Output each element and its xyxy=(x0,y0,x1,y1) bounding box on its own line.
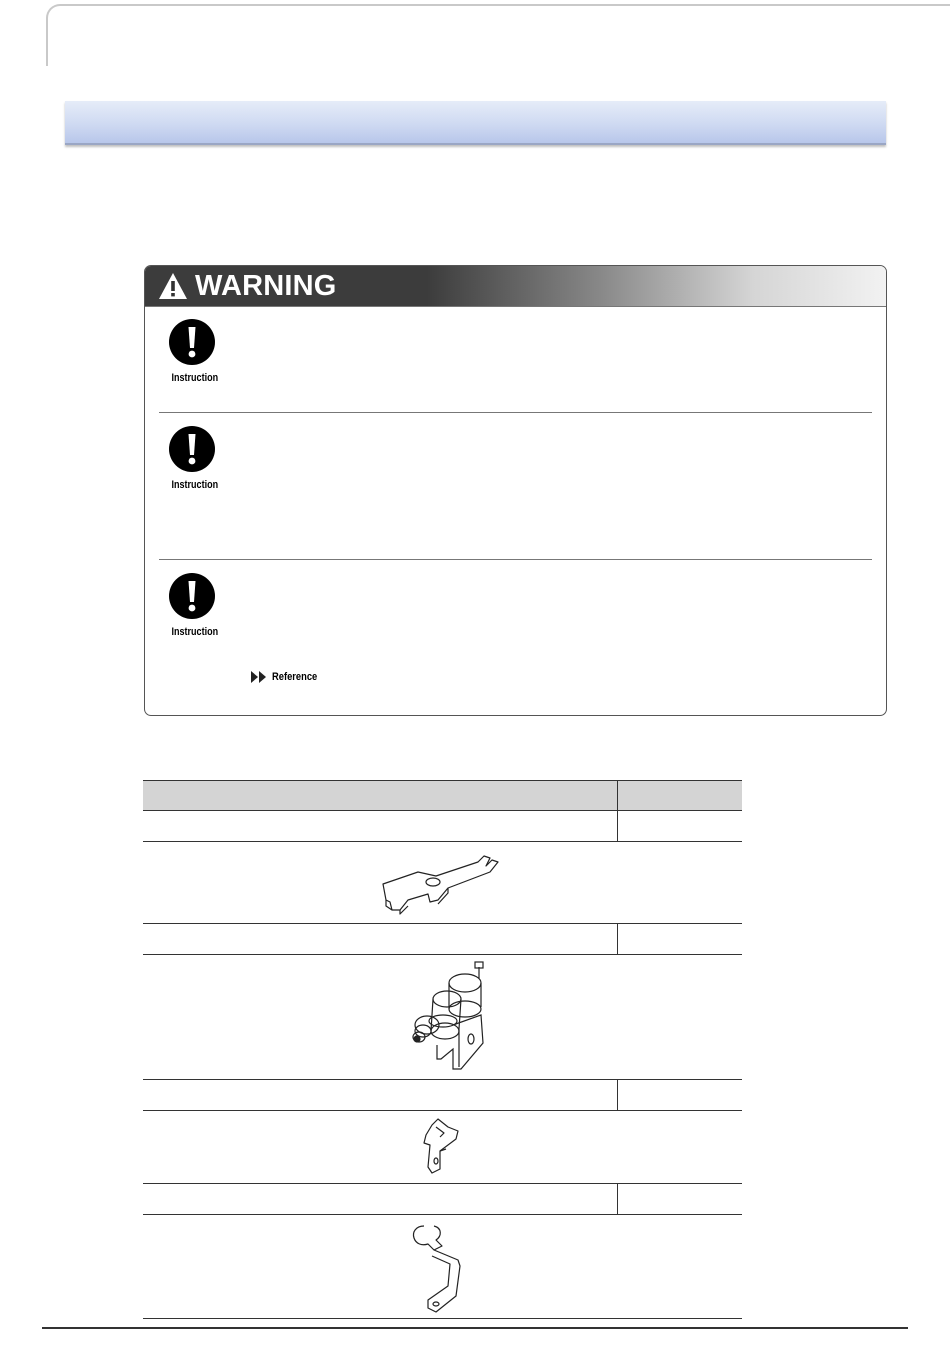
c-clip-bracket-icon xyxy=(408,1220,478,1314)
warning-box xyxy=(144,265,887,716)
column-divider xyxy=(617,1184,618,1214)
table-header-row xyxy=(143,780,742,811)
table-image-row xyxy=(143,1111,742,1184)
column-divider xyxy=(617,781,618,810)
instruction-block xyxy=(167,318,217,384)
warning-triangle-icon xyxy=(158,272,188,300)
instruction-label: Instruction xyxy=(171,372,219,384)
small-l-bracket-icon xyxy=(418,1115,468,1179)
warning-item-3 xyxy=(159,560,872,710)
section-title-band xyxy=(65,101,886,145)
table-row xyxy=(143,1184,742,1215)
mandatory-instruction-icon xyxy=(168,318,216,366)
instruction-label: Instruction xyxy=(171,626,219,638)
parts-table xyxy=(143,780,742,1319)
instruction-block xyxy=(167,425,217,491)
warning-item-2 xyxy=(159,413,872,560)
flat-bracket-icon xyxy=(378,848,508,918)
page-frame xyxy=(46,4,950,66)
column-divider xyxy=(617,811,618,841)
valve-assembly-icon xyxy=(393,959,493,1075)
reference-link[interactable] xyxy=(250,670,325,684)
column-divider xyxy=(617,924,618,954)
table-image-row xyxy=(143,842,742,924)
warning-item-1 xyxy=(159,306,872,413)
warning-title: WARNING xyxy=(195,269,337,302)
instruction-block xyxy=(167,572,217,638)
mandatory-instruction-icon xyxy=(168,425,216,473)
table-image-row xyxy=(143,955,742,1080)
mandatory-instruction-icon xyxy=(168,572,216,620)
table-row xyxy=(143,1080,742,1111)
table-image-row xyxy=(143,1215,742,1319)
instruction-label: Instruction xyxy=(171,479,219,491)
table-row xyxy=(143,811,742,842)
table-row xyxy=(143,924,742,955)
double-arrow-icon xyxy=(250,670,268,684)
footer-rule xyxy=(42,1327,908,1329)
warning-header xyxy=(145,266,886,307)
reference-label: Reference xyxy=(272,671,318,683)
column-divider xyxy=(617,1080,618,1110)
